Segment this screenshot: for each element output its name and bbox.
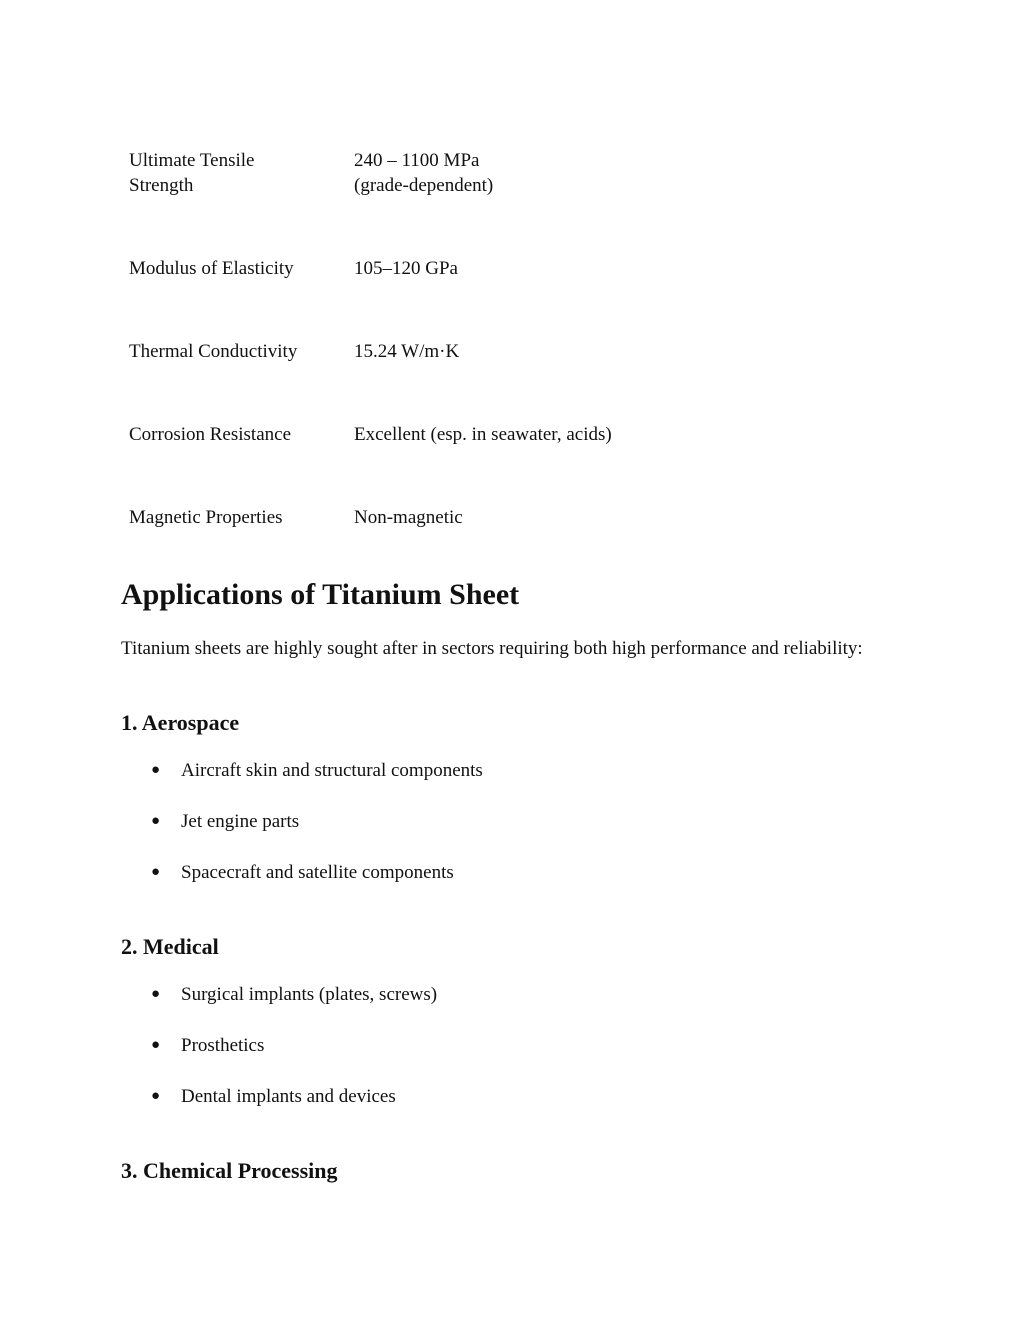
property-name: Corrosion Resistance xyxy=(129,424,292,445)
bullet-icon: ● xyxy=(151,813,161,829)
list-item-text: Spacecraft and satellite components xyxy=(181,862,454,883)
property-name: Modulus of Elasticity xyxy=(129,258,294,279)
list-item-text: Prosthetics xyxy=(181,1035,265,1056)
table-row xyxy=(129,339,749,422)
property-value-line: (grade-dependent) xyxy=(354,175,494,196)
table-row xyxy=(129,256,749,339)
property-value: 105–120 GPa xyxy=(354,258,458,279)
section-heading-medical: 2. Medical xyxy=(121,934,219,959)
properties-table xyxy=(129,148,749,588)
list-item xyxy=(0,1084,1024,1135)
section-heading-chemical-processing: 3. Chemical Processing xyxy=(121,1158,338,1183)
property-name-line: Strength xyxy=(129,175,194,196)
list-item xyxy=(0,1033,1024,1084)
section-heading-aerospace: 1. Aerospace xyxy=(121,710,240,735)
medical-list xyxy=(0,982,1024,1135)
table-row xyxy=(129,422,749,505)
list-item-text: Aircraft skin and structural components xyxy=(181,760,483,781)
property-name xyxy=(129,148,339,198)
applications-intro: Titanium sheets are highly sought after in sectors requiring both high performance and reliability: xyxy=(121,638,863,659)
list-item xyxy=(0,809,1024,860)
property-name: Thermal Conductivity xyxy=(129,341,298,362)
list-item-text: Jet engine parts xyxy=(181,811,300,832)
property-name: Magnetic Properties xyxy=(129,507,283,528)
bullet-icon: ● xyxy=(151,762,161,778)
applications-heading: Applications of Titanium Sheet xyxy=(121,578,520,611)
property-name-line: Ultimate Tensile xyxy=(129,150,255,171)
bullet-icon: ● xyxy=(151,1037,161,1053)
list-item-text: Surgical implants (plates, screws) xyxy=(181,984,438,1005)
property-value: Non-magnetic xyxy=(354,507,463,528)
list-item xyxy=(0,982,1024,1033)
list-item xyxy=(0,758,1024,809)
table-row xyxy=(129,148,749,256)
list-item xyxy=(0,860,1024,911)
property-value: Excellent (esp. in seawater, acids) xyxy=(354,424,612,445)
bullet-icon: ● xyxy=(151,864,161,880)
property-value xyxy=(354,148,734,198)
property-value-line: 240 – 1100 MPa xyxy=(354,150,480,171)
property-value: 15.24 W/m·K xyxy=(354,341,460,362)
bullet-icon: ● xyxy=(151,1088,161,1104)
aerospace-list xyxy=(0,758,1024,911)
bullet-icon: ● xyxy=(151,986,161,1002)
list-item-text: Dental implants and devices xyxy=(181,1086,396,1107)
